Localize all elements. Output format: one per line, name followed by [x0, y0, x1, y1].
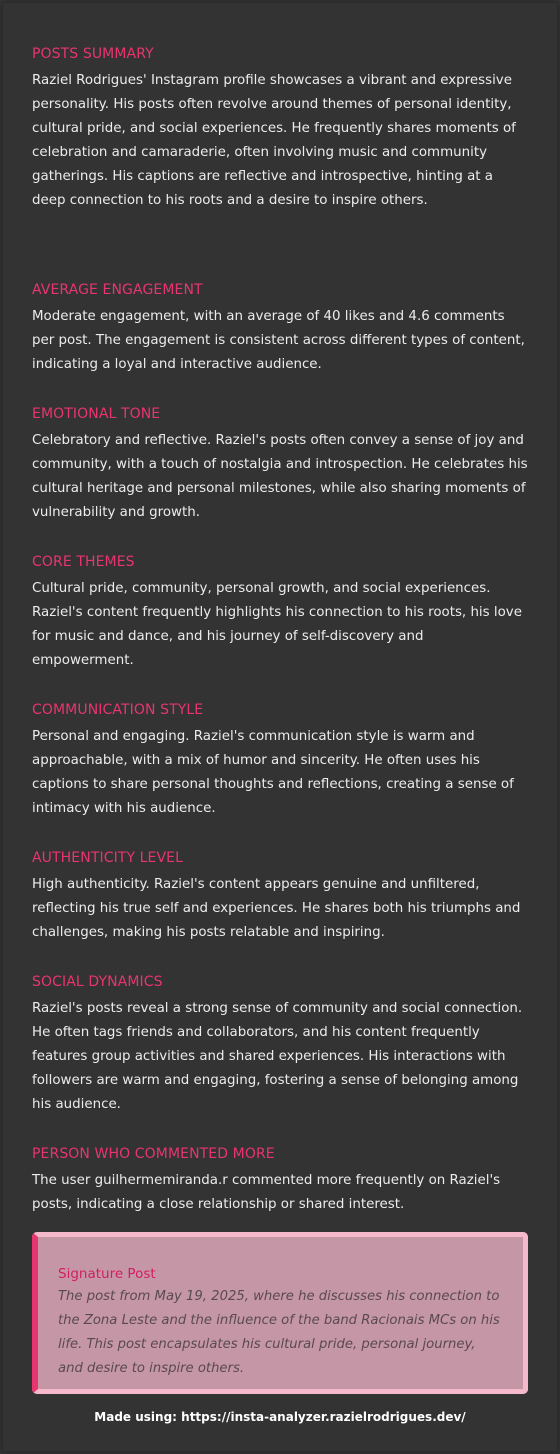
section-title: SOCIAL DYNAMICS	[32, 974, 163, 990]
section-body: The user guilhermemiranda.r commented more frequently on Raziel's posts, indicating a close relationship or shared interest.	[32, 1173, 501, 1212]
section-person-who-commented-more	[32, 1145, 528, 1217]
section-title: AUTHENTICITY LEVEL	[32, 850, 184, 866]
section-body: Raziel's posts reveal a strong sense of community and social connection. He often tags friends and collaborators, and his content frequently features group activities and shared experiences. His interactions with followers are warm and engaging, fostering a sense of belonging among his audience.	[32, 1001, 523, 1112]
signature-post-body: The post from May 19, 2025, where he discusses his connection to the Zona Leste and the influence of the band Racionais MCs on his life. This post encapsulates his cultural pride, personal journey, and desire to inspire others.	[58, 1289, 500, 1376]
section-title: POSTS SUMMARY	[32, 46, 154, 62]
section-communication-style	[32, 701, 528, 821]
section-authenticity-level	[32, 849, 528, 945]
section-title: AVERAGE ENGAGEMENT	[32, 282, 203, 298]
section-body: Moderate engagement, with an average of 40 likes and 4.6 comments per post. The engagement is consistent across different types of content, indicating a loyal and interactive audience.	[32, 309, 525, 372]
footer-credit: Made using: https://insta-analyzer.razielrodrigues.dev/	[94, 1410, 466, 1424]
section-title: EMOTIONAL TONE	[32, 406, 161, 422]
section-title: PERSON WHO COMMENTED MORE	[32, 1146, 275, 1162]
signature-post-box	[32, 1232, 528, 1394]
section-body: Raziel Rodrigues' Instagram profile showcases a vibrant and expressive personality. His posts often revolve around themes of personal identity, cultural pride, and social experiences. He frequently shares moments of celebration and camaraderie, often involving music and community gatherings. His captions are reflective and introspective, hinting at a deep connection to his roots and a desire to inspire others.	[32, 73, 516, 208]
section-title: COMMUNICATION STYLE	[32, 702, 204, 718]
section-emotional-tone	[32, 405, 528, 525]
section-body: Cultural pride, community, personal growth, and social experiences. Raziel's content frequently highlights his connection to his roots, his love for music and dance, and his journey of self-discovery and empowerment.	[32, 581, 522, 668]
section-body: Personal and engaging. Raziel's communication style is warm and approachable, with a mix of humor and sincerity. He often uses his captions to share personal thoughts and reflections, creating a sense of intimacy with his audience.	[32, 729, 514, 816]
signature-post-title: Signature Post	[58, 1266, 156, 1282]
section-average-engagement	[32, 281, 528, 377]
section-social-dynamics	[32, 973, 528, 1117]
section-posts-summary	[32, 45, 528, 213]
section-core-themes	[32, 553, 528, 673]
section-body: Celebratory and reflective. Raziel's posts often convey a sense of joy and community, with a touch of nostalgia and introspection. He celebrates his cultural heritage and personal milestones, while also sharing moments of vulnerability and growth.	[32, 433, 528, 520]
section-title: CORE THEMES	[32, 554, 135, 570]
section-body: High authenticity. Raziel's content appears genuine and unfiltered, reflecting his true self and experiences. He shares both his triumphs and challenges, making his posts relatable and inspiring.	[32, 877, 521, 940]
